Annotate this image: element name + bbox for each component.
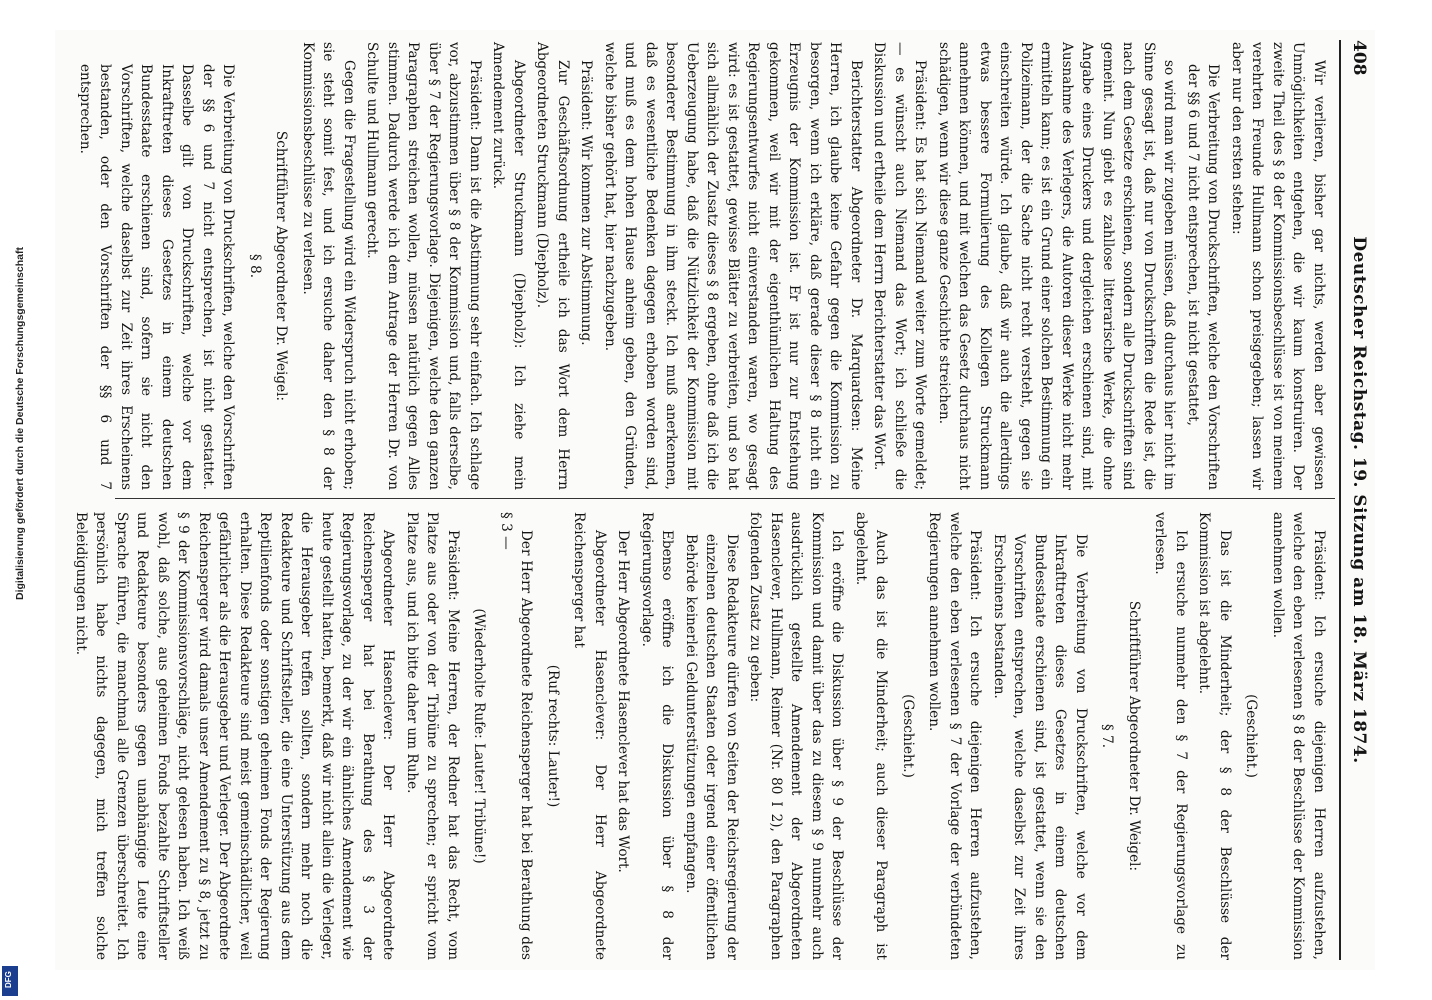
paragraph: Abgeordneter Struckmann (Diepholz): Ich ziehe mein Amendement zurück.	[490, 42, 527, 490]
stage-note: (Ruf rechts: Lauter!)	[545, 664, 561, 808]
right-column	[73, 512, 1329, 960]
paragraph: Auch das ist die Minderheit; auch dieser Paragraph ist abgelehnt.	[853, 512, 890, 960]
footer-credit: Digitalisierung gefördert durch die Deutsche Forschungsgemeinschaft	[14, 247, 26, 600]
document-sheet	[55, 30, 1375, 970]
speaker-heading: Schriftführer Abgeordneter Dr. Weigel:	[273, 130, 290, 402]
stage-note: (Wiederholte Rufe: Lauter! Tribüne!)	[471, 608, 488, 864]
paragraph: Ich ersuche nunmehr den § 7 der Regierungsvorlage zu verlesen.	[1152, 512, 1189, 960]
paragraph: Zur Geschäftsordnung ertheile ich das Wort dem Herrn Abgeordneten Struckmann (Diepholz).	[534, 42, 571, 490]
paragraph: Abgeordneter Hasenclever: Der Herr Abgeordnete Reichensperger hat	[571, 512, 608, 960]
section-heading: § 7.	[1099, 723, 1116, 749]
paragraph: Der Herr Abgeordnete Hasenclever hat das Wort.	[615, 530, 632, 873]
paragraph: Präsident: Dann ist die Abstimmung sehr einfach. Ich schlage vor, abzustimmen über § 8 der Kommission und, falls derselbe, über § 7 der Regierungsvorlage. Diejenigen, welche den ganzen Paragraphen streichen wollen, müssen natürlich gegen Alles stimmen. Dadurch werde ich dem Antrage der Herren Dr. von Schulte und Hullmann gerecht.	[364, 42, 483, 490]
column-divider	[115, 498, 1335, 499]
paragraph: Der Herr Abgeordnete Reichensperger hat bei Berathung des § 3 —	[498, 512, 535, 960]
page-number: 408	[1349, 40, 1369, 76]
dfg-logo-text: DFG	[4, 971, 13, 988]
speaker-heading: Schriftführer Abgeordneter Dr. Weigel:	[1126, 600, 1142, 872]
quoted-paragraph: Die Verbreitung von Druckschriften, welche den Vorschriften der §§ 6 und 7 nicht entsprechen, ist nicht gestattet,	[1185, 64, 1222, 490]
digitization-footer	[0, 0, 26, 1000]
paragraph: so wird man wir zugeben müssen, daß durchaus hier nicht im Sinne gesagt ist, daß nur von Druckschriften die Rede ist, die nach dem Gesetze erschienen, sondern alle Druckschriften sind gemeint. Nun giebt es zahllose litterarische Werke, die ohne Angabe eines Druckers und dergleichen erschienen sind, mit Ausnahme des Verlegers, die Autoren dieser Werke nicht mehr ermitteln kann; es ist ein Grund einer solchen Bestimmung ein Polizeimann, der die Sache nicht recht versteht, gegen sie einschreiten würde. Ich glaube, daß wir auch die allerdings etwas bessere Formulierung des Kollegen Struckmann annehmen können, und mit welchen das Gesetz durchaus nicht schädigen, wenn wir diese ganze Geschichte streichen.	[936, 42, 1178, 490]
paragraph: Ich eröffne die Diskussion über § 9 der Beschlüsse der Kommission und damit über das zu diesem § 9 nunmehr auch ausdrücklich gestellte Amendement der Abgeordneten Hasenclever, Hullmann, Reimer (Nr. 80 I 2), den Paragraphen folgenden Zusatz zu geben:	[747, 512, 846, 960]
dfg-logo-icon	[2, 966, 18, 996]
quoted-paragraph: Diese Redakteure dürfen von Seiten der Reichsregierung der einzelnen deutschen Staaten oder irgend einer öffentlichen Behörde keinerlei Geldunterstützungen empfangen.	[683, 534, 740, 960]
section-heading: § 8.	[247, 253, 263, 279]
quoted-paragraph: Die Verbreitung von Druckschriften, welche den Vorschriften der §§ 6 und 7 nicht entsprechen, ist nicht gestattet. Dasselbe gilt von Druckschriften, welche vor dem Inkrafttreten dieses Gesetzes in einem deutschen Bundesstaate erschienen sind, sofern sie nicht den Vorschriften, welche daselbst zur Zeit ihres Erscheinens bestanden, oder den Vorschriften der §§ 6 und 7 entsprechen.	[77, 64, 237, 490]
left-column	[77, 42, 1329, 490]
stage-note: (Geschieht.)	[1243, 694, 1260, 778]
paragraph: Berichterstatter Abgeordneter Dr. Marquardsen: Meine Herren, ich glaube keine Gefahr gegen die Kommission zu besorgen, wenn ich erkläre, daß gerade dieser § 8 nicht ein Erzeugnis der Kommission ist. Er ist nur zur Entstehung gekommen, weil wir mit der eigenthümlichen Haltung des Regierungsentwurfes nicht einverstanden waren, wo gesagt wird: es ist gestattet, gewisse Blätter zu verbreiten, und so hat sich allmählich der Zusatz dieses § 8 ergeben, ohne daß ich die Ueberzeugung habe, daß die Nützlichkeit der Kommission mit besonderer Bestimmung in ihm steckt. Ich muß anerkennen, daß es wesentliche Bedenken dagegen erhoben worden sind, und muß es dem hohen Hause anheim geben, den Gründen, welche bisher gehört hat, hier nachzugeben.	[602, 42, 864, 490]
paragraph: Ebenso eröffne ich die Diskussion über § 8 der Regierungsvorlage.	[639, 512, 676, 960]
quoted-paragraph: Die Verbreitung von Druckschriften, welche vor dem Inkrafttreten dieses Gesetzes in einem deutschen Bundesstaate erschienen sind, ist gestattet, wenn sie den Vorschriften entsprechen, welche daselbst zur Zeit ihres Erscheinens bestanden.	[991, 534, 1089, 960]
paragraph: Präsident: Ich ersuche diejenigen Herren aufzustehen, welche den eben verlesenen § 8 der Beschlüsse der Kommission annehmen wollen.	[1270, 512, 1327, 960]
paragraph: Präsident: Meine Herren, der Redner hat das Recht, vom Platze aus oder von der Tribüne zu sprechen; er spricht vom Platze aus, und ich bitte daher um Ruhe.	[404, 512, 461, 960]
paragraph: Das ist die Minderheit; der § 8 der Beschlüsse der Kommission ist abgelehnt.	[1196, 512, 1233, 960]
stage-note: (Geschieht.)	[900, 694, 916, 778]
paragraph: Präsident: Wir kommen zur Abstimmung.	[578, 60, 595, 346]
paragraph: Gegen die Fragestellung wird ein Widerspruch nicht erhoben; sie steht somit fest, und ich ersuche daher den § 8 der Kommissionsbeschlüsse zu verlesen.	[300, 42, 357, 490]
paragraph: Präsident: Es hat sich Niemand weiter zum Worte gemeldet; — es wünscht auch Niemand das Wort; ich schließe die Diskussion und ertheile dem Herrn Berichterstatter das Wort.	[871, 42, 929, 490]
paragraph: Abgeordneter Hasenclever: Der Herr Abgeordnete Reichensperger hat bei Berathung des § 3 der Regierungsvorlage, zu der wir ein ähnliches Amendement wie heute gestellt hatten, bemerkt, daß wir nicht allein die Verleger, die Herausgeber treffen sollten, sondern mehr noch die Redakteure und Schriftsteller, die eine Unterstützung aus dem Reptilienfonds oder sonstigen geheimen Fonds der Regierung erhalten. Diese Redakteure sind meist gemeinschädlicher, weil gefährlicher als die Herausgeber und Verleger. Der Abgeordnete Reichensperger wird damals unser Amendement zu § 8, jetzt zu § 9 der Kommissionsvorschläge, nicht gelesen haben. Ich weiß wohl, daß solche, aus geheimen Fonds bezahlte Schriftsteller und Redakteure besonders gegen unabhängige Leute eine Sprache führen, die manchmal alle Grenzen überschreitet. Ich persönlich habe nichts dagegen, mich treffen solche Beleidigungen nicht.	[73, 512, 397, 960]
paragraph: Wir verlieren, bisher gar nichts, werden aber gewissen Unmöglichkeiten entgehen, die wir kaum konstruiren. Der zweite Theil des § 8 der Kommissionsbeschlüsse ist von meinem verehrten Freunde Hullmann schon preisgegeben; lassen wir aber nur den ersten stehen:	[1229, 42, 1327, 490]
paragraph: Präsident: Ich ersuche diejenigen Herren aufzustehen, welche den eben verlesenen § 7 der Vorlage der verbündeten Regierungen annehmen wollen.	[926, 512, 984, 960]
header-rule	[1339, 40, 1341, 960]
page-title: Deutscher Reichstag. 19. Sitzung am 18. März 1874.	[1349, 236, 1369, 764]
page-header	[1343, 40, 1369, 960]
